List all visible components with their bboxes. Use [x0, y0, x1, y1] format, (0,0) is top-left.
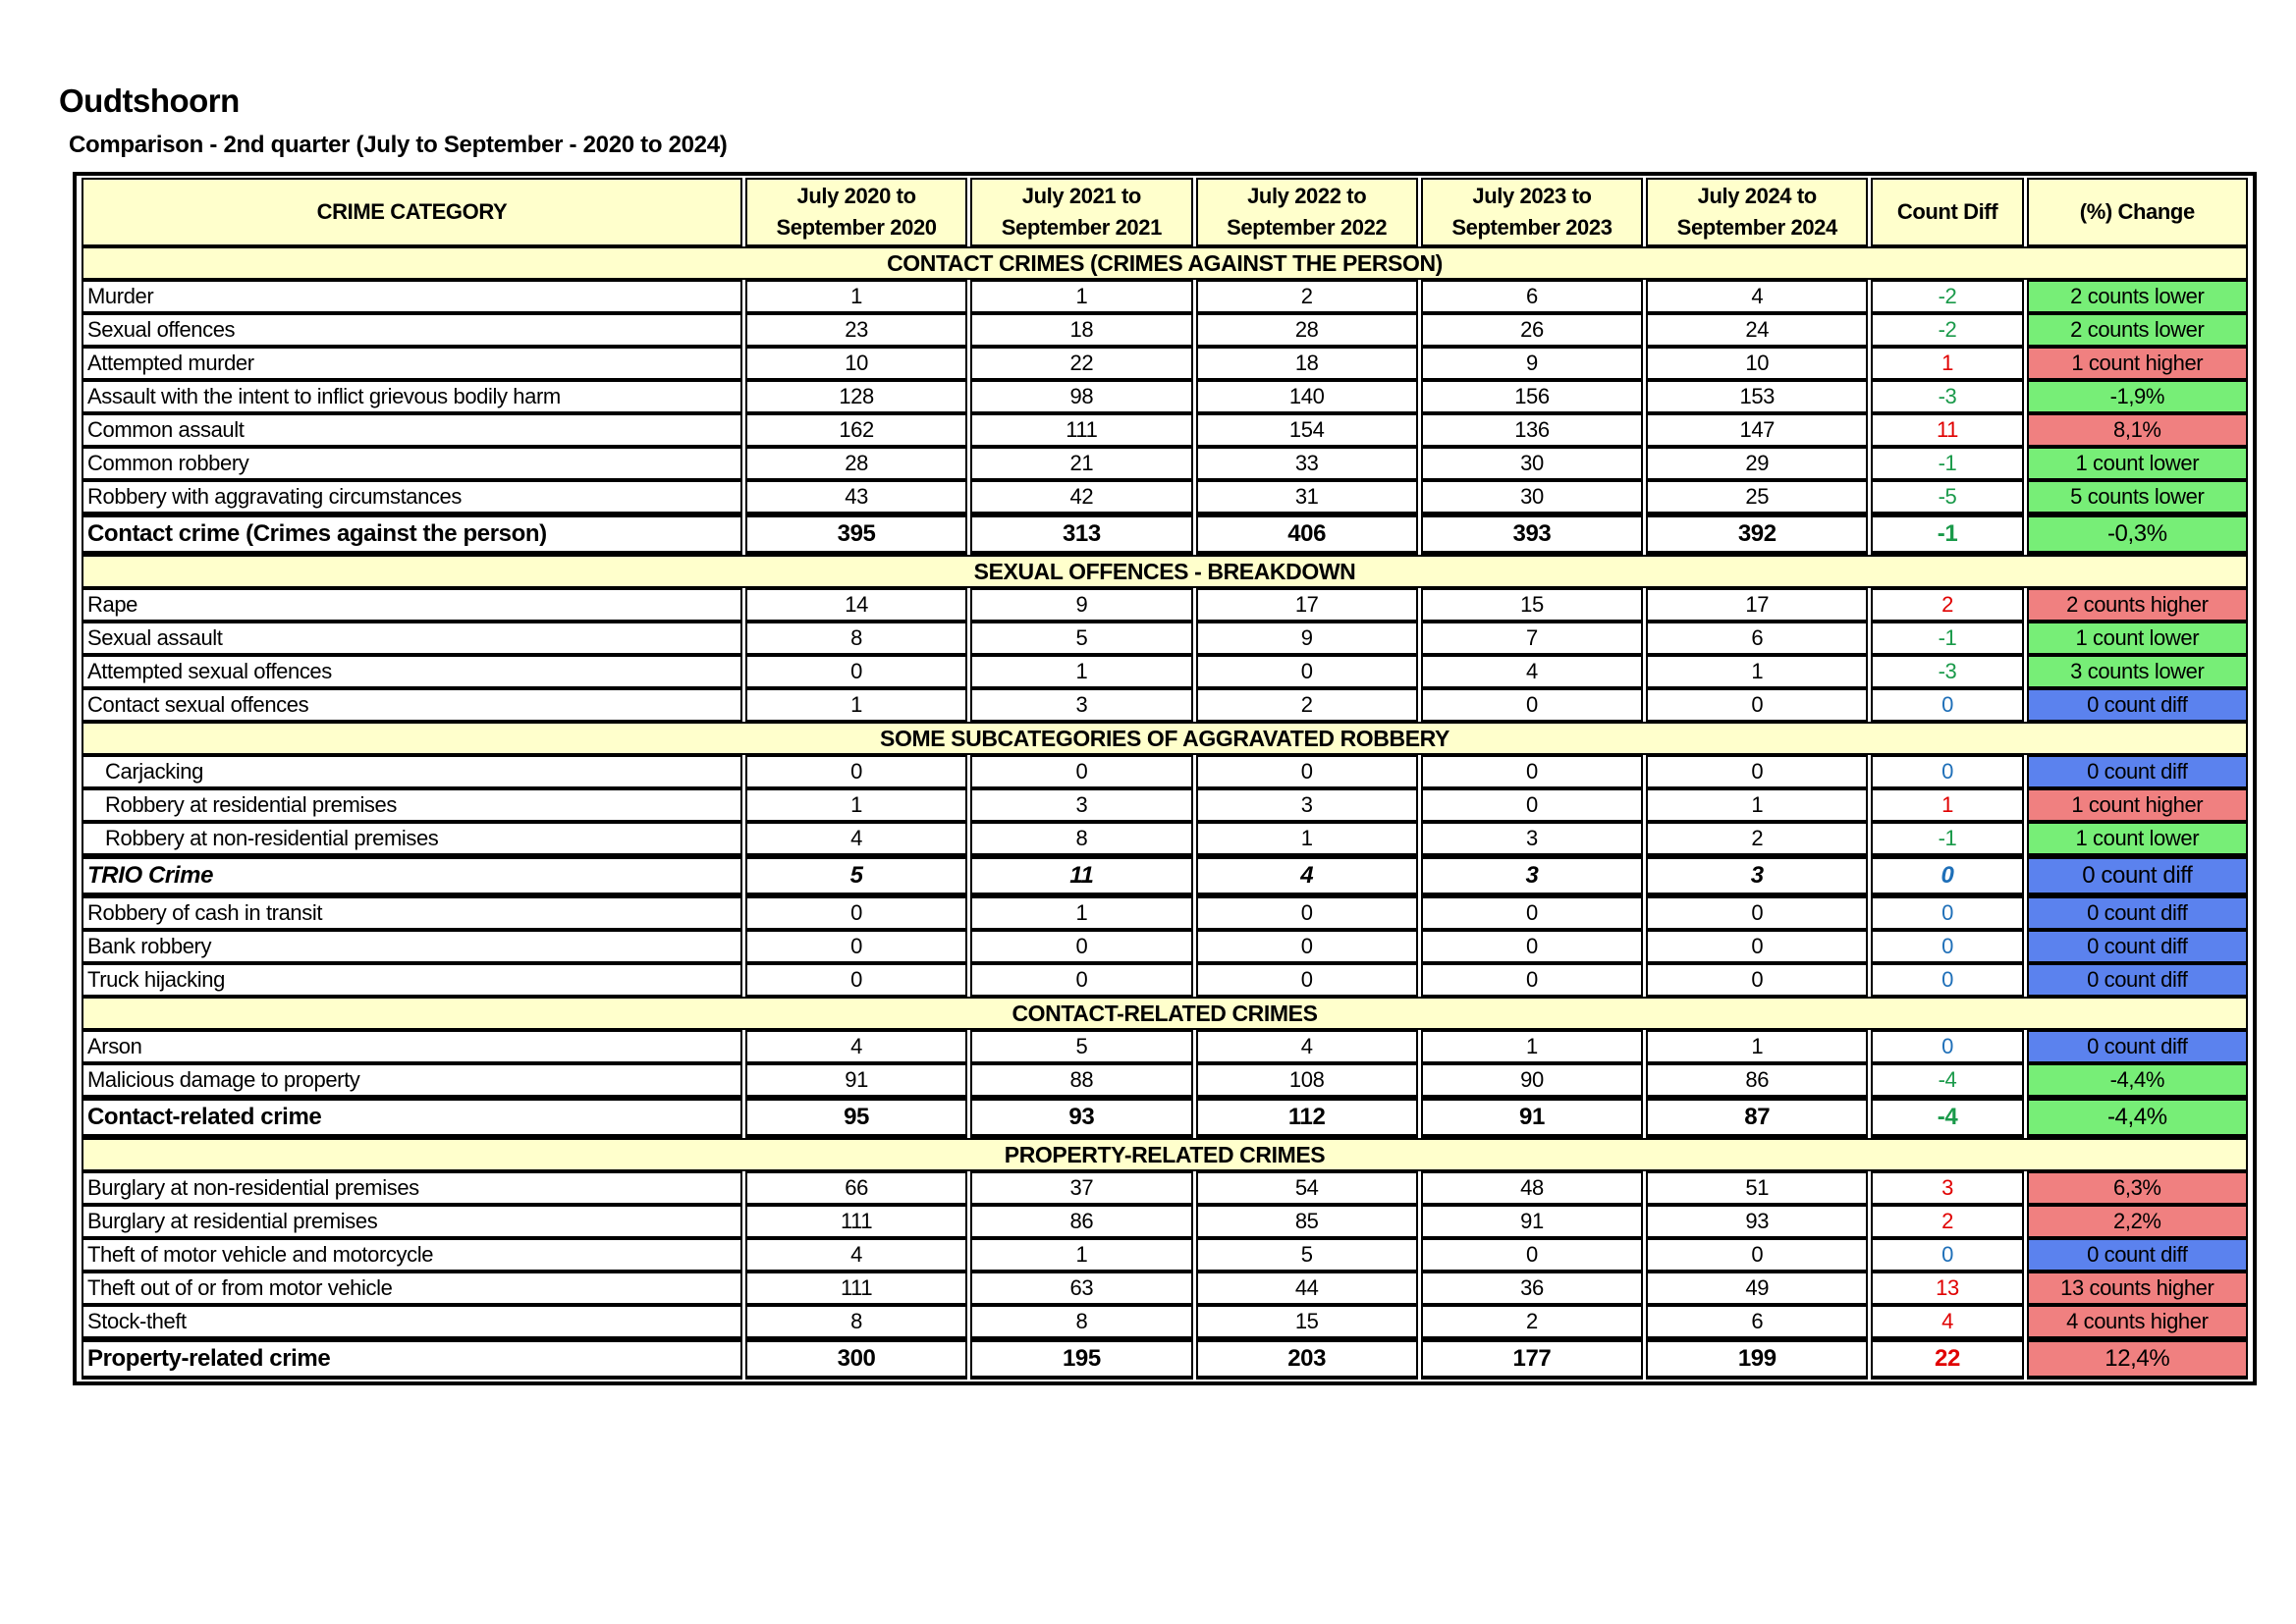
period-value-cell: 17 [1646, 588, 1868, 622]
crime-category-cell: Arson [82, 1030, 742, 1063]
period-value-cell: 5 [970, 622, 1192, 655]
period-value-cell: 0 [1196, 896, 1418, 930]
count-diff-cell: 11 [1871, 413, 2023, 447]
period-value-cell: 156 [1421, 380, 1643, 413]
crime-category-cell: Property-related crime [82, 1338, 742, 1380]
table-row [82, 622, 2248, 655]
period-value-cell: 153 [1646, 380, 1868, 413]
period-value-cell: 2 [1196, 688, 1418, 722]
table-row [82, 1272, 2248, 1305]
pct-change-cell: 0 count diff [2027, 930, 2248, 963]
period-value-cell: 0 [1196, 755, 1418, 788]
crime-category-cell: Sexual assault [82, 622, 742, 655]
pct-change-cell: 8,1% [2027, 413, 2248, 447]
count-diff-cell: -2 [1871, 280, 2023, 313]
count-diff-cell: 0 [1871, 755, 2023, 788]
period-value-cell: 18 [1196, 347, 1418, 380]
period-value-cell: 33 [1196, 447, 1418, 480]
table-row [82, 963, 2248, 997]
crime-category-cell: Common assault [82, 413, 742, 447]
period-value-cell: 128 [745, 380, 967, 413]
crime-category-cell: Bank robbery [82, 930, 742, 963]
table-row [82, 280, 2248, 313]
section-title: CONTACT-RELATED CRIMES [82, 997, 2248, 1030]
period-value-cell: 4 [1646, 280, 1868, 313]
crime-category-cell: Burglary at residential premises [82, 1205, 742, 1238]
table-row [82, 1171, 2248, 1205]
header-period-2021: July 2021 to September 2021 [970, 178, 1192, 246]
table-row [82, 413, 2248, 447]
period-value-cell: 0 [745, 896, 967, 930]
period-value-cell: 5 [970, 1030, 1192, 1063]
period-value-cell: 28 [745, 447, 967, 480]
count-diff-cell: 0 [1871, 855, 2023, 896]
count-diff-cell: 13 [1871, 1272, 2023, 1305]
period-value-cell: 6 [1646, 1305, 1868, 1338]
period-value-cell: 22 [970, 347, 1192, 380]
count-diff-cell: -1 [1871, 514, 2023, 555]
table-body [82, 246, 2248, 1380]
count-diff-cell: 4 [1871, 1305, 2023, 1338]
period-value-cell: 0 [970, 963, 1192, 997]
period-value-cell: 0 [1421, 788, 1643, 822]
period-value-cell: 31 [1196, 480, 1418, 514]
period-value-cell: 1 [1646, 1030, 1868, 1063]
crime-category-cell: Robbery at residential premises [82, 788, 742, 822]
count-diff-cell: 0 [1871, 930, 2023, 963]
table-row [82, 788, 2248, 822]
count-diff-cell: 0 [1871, 688, 2023, 722]
pct-change-cell: -1,9% [2027, 380, 2248, 413]
period-value-cell: 30 [1421, 447, 1643, 480]
period-value-cell: 54 [1196, 1171, 1418, 1205]
period-value-cell: 44 [1196, 1272, 1418, 1305]
period-value-cell: 49 [1646, 1272, 1868, 1305]
period-value-cell: 406 [1196, 514, 1418, 555]
table-row [82, 755, 2248, 788]
period-value-cell: 1 [1646, 655, 1868, 688]
period-value-cell: 300 [745, 1338, 967, 1380]
pct-change-cell: 0 count diff [2027, 755, 2248, 788]
pct-change-cell: 5 counts lower [2027, 480, 2248, 514]
table-row [82, 480, 2248, 514]
period-value-cell: 30 [1421, 480, 1643, 514]
period-value-cell: 7 [1421, 622, 1643, 655]
period-value-cell: 90 [1421, 1063, 1643, 1097]
section-header-row [82, 246, 2248, 280]
period-value-cell: 0 [970, 755, 1192, 788]
header-crime-category: CRIME CATEGORY [82, 178, 742, 246]
period-value-cell: 1 [970, 896, 1192, 930]
period-value-cell: 0 [745, 655, 967, 688]
period-value-cell: 0 [1646, 963, 1868, 997]
section-header-row [82, 555, 2248, 588]
pct-change-cell: 1 count higher [2027, 347, 2248, 380]
count-diff-cell: 0 [1871, 1030, 2023, 1063]
period-value-cell: 4 [745, 822, 967, 855]
crime-category-cell: Assault with the intent to inflict grievous bodily harm [82, 380, 742, 413]
period-value-cell: 0 [1646, 1238, 1868, 1272]
period-value-cell: 23 [745, 313, 967, 347]
count-diff-cell: 22 [1871, 1338, 2023, 1380]
period-value-cell: 93 [1646, 1205, 1868, 1238]
count-diff-cell: 1 [1871, 347, 2023, 380]
table-row [82, 347, 2248, 380]
period-value-cell: 136 [1421, 413, 1643, 447]
period-value-cell: 1 [970, 280, 1192, 313]
period-value-cell: 0 [1421, 896, 1643, 930]
pct-change-cell: 0 count diff [2027, 963, 2248, 997]
pct-change-cell: 0 count diff [2027, 855, 2248, 896]
period-value-cell: 10 [745, 347, 967, 380]
section-header-row [82, 997, 2248, 1030]
period-value-cell: 18 [970, 313, 1192, 347]
period-value-cell: 313 [970, 514, 1192, 555]
period-value-cell: 42 [970, 480, 1192, 514]
pct-change-cell: -4,4% [2027, 1063, 2248, 1097]
pct-change-cell: 1 count lower [2027, 822, 2248, 855]
period-value-cell: 2 [1421, 1305, 1643, 1338]
header-period-2023: July 2023 to September 2023 [1421, 178, 1643, 246]
crime-category-cell: Contact crime (Crimes against the person) [82, 514, 742, 555]
period-value-cell: 3 [1421, 855, 1643, 896]
table-row [82, 1030, 2248, 1063]
pct-change-cell: 3 counts lower [2027, 655, 2248, 688]
table-row [82, 447, 2248, 480]
total-row [82, 1097, 2248, 1138]
period-value-cell: 5 [745, 855, 967, 896]
pct-change-cell: 2 counts higher [2027, 588, 2248, 622]
period-value-cell: 0 [745, 963, 967, 997]
pct-change-cell: 12,4% [2027, 1338, 2248, 1380]
period-value-cell: 1 [745, 788, 967, 822]
period-value-cell: 2 [1646, 822, 1868, 855]
total-row [82, 855, 2248, 896]
pct-change-cell: 1 count lower [2027, 447, 2248, 480]
count-diff-cell: -1 [1871, 622, 2023, 655]
crime-category-cell: Murder [82, 280, 742, 313]
period-value-cell: 140 [1196, 380, 1418, 413]
period-value-cell: 3 [1196, 788, 1418, 822]
period-value-cell: 112 [1196, 1097, 1418, 1138]
period-value-cell: 4 [745, 1238, 967, 1272]
period-value-cell: 66 [745, 1171, 967, 1205]
period-value-cell: 9 [1196, 622, 1418, 655]
period-value-cell: 111 [970, 413, 1192, 447]
period-value-cell: 0 [1421, 930, 1643, 963]
count-diff-cell: -4 [1871, 1063, 2023, 1097]
pct-change-cell: 0 count diff [2027, 896, 2248, 930]
header-row [82, 178, 2248, 246]
period-value-cell: 6 [1646, 622, 1868, 655]
crime-category-cell: Attempted murder [82, 347, 742, 380]
period-value-cell: 4 [1421, 655, 1643, 688]
period-value-cell: 8 [745, 622, 967, 655]
period-value-cell: 0 [1196, 930, 1418, 963]
table-row [82, 1305, 2248, 1338]
period-value-cell: 3 [1421, 822, 1643, 855]
count-diff-cell: 1 [1871, 788, 2023, 822]
crime-category-cell: Truck hijacking [82, 963, 742, 997]
crime-category-cell: Robbery at non-residential premises [82, 822, 742, 855]
period-value-cell: 392 [1646, 514, 1868, 555]
period-value-cell: 86 [1646, 1063, 1868, 1097]
period-value-cell: 10 [1646, 347, 1868, 380]
pct-change-cell: 2 counts lower [2027, 313, 2248, 347]
period-value-cell: 162 [745, 413, 967, 447]
count-diff-cell: -1 [1871, 822, 2023, 855]
period-value-cell: 111 [745, 1205, 967, 1238]
period-value-cell: 91 [1421, 1097, 1643, 1138]
period-value-cell: 8 [745, 1305, 967, 1338]
crime-category-cell: Contact sexual offences [82, 688, 742, 722]
period-value-cell: 177 [1421, 1338, 1643, 1380]
period-value-cell: 0 [1196, 963, 1418, 997]
pct-change-cell: 1 count lower [2027, 622, 2248, 655]
period-value-cell: 2 [1196, 280, 1418, 313]
count-diff-cell: 2 [1871, 1205, 2023, 1238]
pct-change-cell: 4 counts higher [2027, 1305, 2248, 1338]
pct-change-cell: 0 count diff [2027, 1238, 2248, 1272]
header-period-2024: July 2024 to September 2024 [1646, 178, 1868, 246]
table-row [82, 1063, 2248, 1097]
crime-category-cell: Carjacking [82, 755, 742, 788]
section-title: SEXUAL OFFENCES - BREAKDOWN [82, 555, 2248, 588]
table-row [82, 688, 2248, 722]
count-diff-cell: -5 [1871, 480, 2023, 514]
crime-category-cell: Burglary at non-residential premises [82, 1171, 742, 1205]
period-value-cell: 91 [745, 1063, 967, 1097]
period-value-cell: 3 [970, 788, 1192, 822]
page-subtitle: Comparison - 2nd quarter (July to September - 2020 to 2024) [69, 132, 728, 158]
period-value-cell: 0 [745, 930, 967, 963]
crime-category-cell: Theft of motor vehicle and motorcycle [82, 1238, 742, 1272]
period-value-cell: 1 [1196, 822, 1418, 855]
period-value-cell: 1 [1421, 1030, 1643, 1063]
table-row [82, 1205, 2248, 1238]
period-value-cell: 28 [1196, 313, 1418, 347]
crime-category-cell: Malicious damage to property [82, 1063, 742, 1097]
header-period-2020: July 2020 to September 2020 [745, 178, 967, 246]
crime-category-cell: Sexual offences [82, 313, 742, 347]
period-value-cell: 6 [1421, 280, 1643, 313]
period-value-cell: 25 [1646, 480, 1868, 514]
pct-change-cell: -0,3% [2027, 514, 2248, 555]
period-value-cell: 0 [1421, 755, 1643, 788]
period-value-cell: 0 [1646, 896, 1868, 930]
period-value-cell: 203 [1196, 1338, 1418, 1380]
header-pct-change: (%) Change [2027, 178, 2248, 246]
period-value-cell: 63 [970, 1272, 1192, 1305]
period-value-cell: 88 [970, 1063, 1192, 1097]
period-value-cell: 4 [1196, 1030, 1418, 1063]
period-value-cell: 395 [745, 514, 967, 555]
period-value-cell: 91 [1421, 1205, 1643, 1238]
period-value-cell: 1 [970, 655, 1192, 688]
period-value-cell: 0 [1421, 1238, 1643, 1272]
period-value-cell: 36 [1421, 1272, 1643, 1305]
period-value-cell: 9 [970, 588, 1192, 622]
period-value-cell: 21 [970, 447, 1192, 480]
period-value-cell: 0 [970, 930, 1192, 963]
period-value-cell: 111 [745, 1272, 967, 1305]
count-diff-cell: 0 [1871, 1238, 2023, 1272]
period-value-cell: 95 [745, 1097, 967, 1138]
period-value-cell: 15 [1196, 1305, 1418, 1338]
period-value-cell: 93 [970, 1097, 1192, 1138]
crime-category-cell: Attempted sexual offences [82, 655, 742, 688]
pct-change-cell: 2,2% [2027, 1205, 2248, 1238]
period-value-cell: 0 [1421, 688, 1643, 722]
crime-category-cell: Rape [82, 588, 742, 622]
total-row [82, 514, 2248, 555]
pct-change-cell: 1 count higher [2027, 788, 2248, 822]
pct-change-cell: 0 count diff [2027, 1030, 2248, 1063]
table-row [82, 822, 2248, 855]
count-diff-cell: -1 [1871, 447, 2023, 480]
table-row [82, 588, 2248, 622]
period-value-cell: 4 [1196, 855, 1418, 896]
crime-category-cell: Contact-related crime [82, 1097, 742, 1138]
period-value-cell: 3 [970, 688, 1192, 722]
pct-change-cell: 2 counts lower [2027, 280, 2248, 313]
crime-category-cell: Robbery of cash in transit [82, 896, 742, 930]
crime-stats-table-frame [73, 172, 2257, 1385]
table-row [82, 930, 2248, 963]
period-value-cell: 154 [1196, 413, 1418, 447]
period-value-cell: 1 [745, 280, 967, 313]
period-value-cell: 9 [1421, 347, 1643, 380]
section-header-row [82, 722, 2248, 755]
period-value-cell: 0 [1196, 655, 1418, 688]
page-title: Oudtshoorn [59, 82, 240, 119]
header-count-diff: Count Diff [1871, 178, 2023, 246]
table-row [82, 380, 2248, 413]
period-value-cell: 1 [1646, 788, 1868, 822]
crime-category-cell: Robbery with aggravating circumstances [82, 480, 742, 514]
period-value-cell: 0 [1646, 755, 1868, 788]
section-title: CONTACT CRIMES (CRIMES AGAINST THE PERSON) [82, 246, 2248, 280]
period-value-cell: 86 [970, 1205, 1192, 1238]
crime-category-cell: Theft out of or from motor vehicle [82, 1272, 742, 1305]
pct-change-cell: 6,3% [2027, 1171, 2248, 1205]
period-value-cell: 199 [1646, 1338, 1868, 1380]
period-value-cell: 43 [745, 480, 967, 514]
table-row [82, 655, 2248, 688]
period-value-cell: 4 [745, 1030, 967, 1063]
period-value-cell: 0 [1646, 930, 1868, 963]
period-value-cell: 29 [1646, 447, 1868, 480]
table-row [82, 896, 2248, 930]
period-value-cell: 393 [1421, 514, 1643, 555]
period-value-cell: 37 [970, 1171, 1192, 1205]
section-header-row [82, 1138, 2248, 1171]
period-value-cell: 147 [1646, 413, 1868, 447]
count-diff-cell: 0 [1871, 963, 2023, 997]
period-value-cell: 0 [1421, 963, 1643, 997]
period-value-cell: 11 [970, 855, 1192, 896]
period-value-cell: 98 [970, 380, 1192, 413]
count-diff-cell: -4 [1871, 1097, 2023, 1138]
period-value-cell: 0 [1646, 688, 1868, 722]
period-value-cell: 5 [1196, 1238, 1418, 1272]
pct-change-cell: -4,4% [2027, 1097, 2248, 1138]
count-diff-cell: 0 [1871, 896, 2023, 930]
period-value-cell: 14 [745, 588, 967, 622]
period-value-cell: 1 [745, 688, 967, 722]
period-value-cell: 8 [970, 1305, 1192, 1338]
period-value-cell: 17 [1196, 588, 1418, 622]
table-row [82, 313, 2248, 347]
crime-category-cell: Common robbery [82, 447, 742, 480]
pct-change-cell: 13 counts higher [2027, 1272, 2248, 1305]
section-title: SOME SUBCATEGORIES OF AGGRAVATED ROBBERY [82, 722, 2248, 755]
crime-category-cell: Stock-theft [82, 1305, 742, 1338]
count-diff-cell: 3 [1871, 1171, 2023, 1205]
section-title: PROPERTY-RELATED CRIMES [82, 1138, 2248, 1171]
period-value-cell: 0 [745, 755, 967, 788]
crime-category-cell: TRIO Crime [82, 855, 742, 896]
crime-stats-table [79, 178, 2251, 1380]
period-value-cell: 3 [1646, 855, 1868, 896]
period-value-cell: 1 [970, 1238, 1192, 1272]
period-value-cell: 8 [970, 822, 1192, 855]
count-diff-cell: -2 [1871, 313, 2023, 347]
period-value-cell: 15 [1421, 588, 1643, 622]
period-value-cell: 48 [1421, 1171, 1643, 1205]
count-diff-cell: -3 [1871, 380, 2023, 413]
period-value-cell: 24 [1646, 313, 1868, 347]
total-row [82, 1338, 2248, 1380]
table-row [82, 1238, 2248, 1272]
period-value-cell: 87 [1646, 1097, 1868, 1138]
count-diff-cell: 2 [1871, 588, 2023, 622]
period-value-cell: 51 [1646, 1171, 1868, 1205]
period-value-cell: 85 [1196, 1205, 1418, 1238]
period-value-cell: 26 [1421, 313, 1643, 347]
count-diff-cell: -3 [1871, 655, 2023, 688]
header-period-2022: July 2022 to September 2022 [1196, 178, 1418, 246]
period-value-cell: 195 [970, 1338, 1192, 1380]
period-value-cell: 108 [1196, 1063, 1418, 1097]
pct-change-cell: 0 count diff [2027, 688, 2248, 722]
